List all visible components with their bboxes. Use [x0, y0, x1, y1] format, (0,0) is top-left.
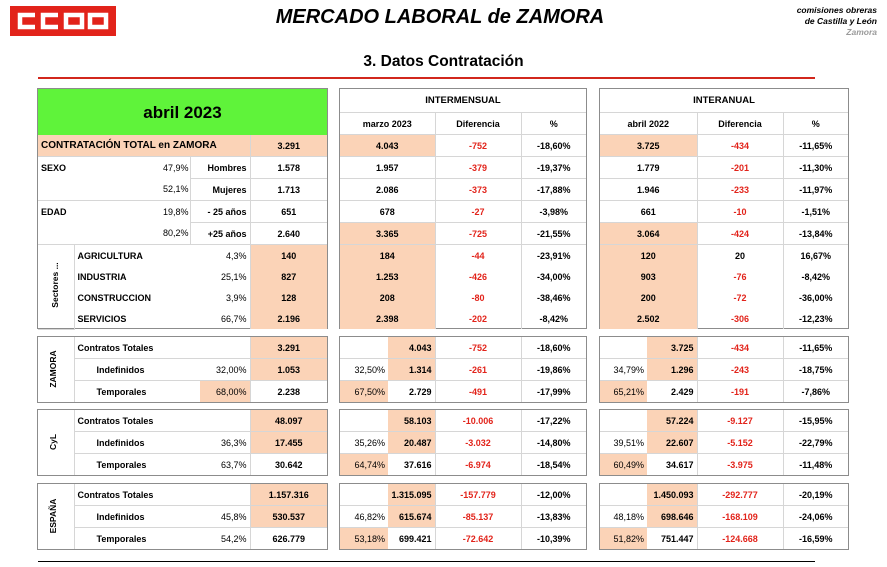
data-row [340, 484, 586, 506]
col-header: % [783, 113, 848, 135]
period-value: 2.502 [600, 308, 697, 329]
data-row [600, 266, 848, 287]
sector-row [38, 308, 327, 329]
difference-value: -233 [697, 179, 783, 201]
block-row-pct: 68,00% [200, 381, 250, 403]
edad-value: 2.640 [250, 223, 327, 245]
percent-value: -14,80% [521, 432, 586, 454]
sexo-category: Mujeres [190, 179, 250, 201]
sexo-value: 1.578 [250, 157, 327, 179]
percent-value: -13,84% [783, 223, 848, 245]
period-value: 120 [600, 245, 697, 267]
data-row [340, 201, 586, 223]
edad-row-2 [38, 223, 327, 245]
percent-value: -8,42% [783, 266, 848, 287]
percent-value: -11,97% [783, 179, 848, 201]
block-row-value: 530.537 [250, 506, 327, 528]
difference-value: -6.974 [435, 454, 521, 476]
data-row [600, 308, 848, 329]
percent-value: -11,48% [783, 454, 848, 476]
share-pct: 34,79% [600, 359, 647, 381]
period-value: 2.729 [408, 386, 432, 397]
intermensual-title: INTERMENSUAL [425, 95, 501, 106]
sectores-vertical-label: Sectores ... [50, 262, 60, 308]
period-value: 2.429 [670, 386, 694, 397]
period-value: 678 [340, 201, 435, 223]
col-header: Diferencia [435, 113, 521, 135]
data-row [340, 337, 586, 359]
block-row-value: 3.291 [250, 337, 327, 359]
percent-value: -36,00% [783, 287, 848, 308]
percent-value: -17,99% [521, 381, 586, 403]
data-row [600, 432, 848, 454]
percent-value: -21,55% [521, 223, 586, 245]
sector-value: 2.196 [250, 308, 327, 329]
espana-vertical-label: ESPAÑA [48, 498, 58, 534]
period-value: 2.086 [340, 179, 435, 201]
data-row [340, 157, 586, 179]
difference-value: -76 [697, 266, 783, 287]
sector-label: SERVICIOS [74, 308, 190, 329]
period-value: 22.607 [647, 432, 697, 454]
total-label: CONTRATACIÓN TOTAL en ZAMORA [38, 135, 250, 157]
period-value: 699.421 [398, 533, 432, 544]
difference-value: -9.127 [697, 410, 783, 432]
data-row [340, 410, 586, 432]
edad-row-1 [38, 201, 327, 223]
period-value: 58.103 [388, 410, 435, 432]
page-title: MERCADO LABORAL de ZAMORA [275, 6, 605, 28]
period-value: 1.314 [388, 359, 435, 381]
period-value: 57.224 [647, 410, 697, 432]
data-row [600, 337, 848, 359]
share-pct: 48,18% [600, 506, 647, 528]
sector-pct: 66,7% [221, 313, 247, 324]
sector-label: CONSTRUCCION [74, 287, 190, 308]
block-row-label: Temporales [74, 381, 200, 403]
data-row [600, 381, 848, 403]
share-pct: 51,82% [600, 528, 647, 550]
period-value: 3.365 [340, 223, 435, 245]
difference-value: -202 [435, 308, 521, 329]
percent-value: -20,19% [783, 484, 848, 506]
org-line-2: de Castilla y León [804, 16, 877, 26]
difference-value: -157.779 [435, 484, 521, 506]
percent-value: -38,46% [521, 287, 586, 308]
data-row [600, 179, 848, 201]
col-header: Diferencia [697, 113, 783, 135]
block-row-label: Indefinidos [74, 432, 200, 454]
share-pct [340, 337, 388, 359]
data-row [340, 506, 586, 528]
share-pct [340, 484, 388, 506]
data-row [600, 135, 848, 157]
interanual-zamora-table [600, 337, 848, 402]
share-pct: 46,82% [340, 506, 388, 528]
col-header: abril 2022 [600, 113, 697, 135]
difference-value: -191 [697, 381, 783, 403]
percent-value: -10,39% [521, 528, 586, 550]
org-line-3: Zamora [846, 27, 877, 37]
difference-value: -424 [697, 223, 783, 245]
difference-value: -10.006 [435, 410, 521, 432]
org-line-1: comisiones obreras [796, 5, 877, 15]
interanual-header [600, 112, 848, 135]
block-row-value: 1.053 [250, 359, 327, 381]
sexo-pct: 52,1% [160, 179, 190, 201]
percent-value: -17,22% [521, 410, 586, 432]
data-row [340, 432, 586, 454]
difference-value: -3.032 [435, 432, 521, 454]
col-header: marzo 2023 [340, 113, 435, 135]
difference-value: -3.975 [697, 454, 783, 476]
data-row [340, 245, 586, 267]
interanual-top-table [600, 135, 848, 329]
intermensual-zamora-table [340, 337, 586, 402]
difference-value: -80 [435, 287, 521, 308]
intermensual-header [340, 112, 586, 135]
block-row-value: 48.097 [250, 410, 327, 432]
percent-value: -11,65% [783, 135, 848, 157]
difference-value: -379 [435, 157, 521, 179]
data-row [340, 359, 586, 381]
period-value: 1.296 [647, 359, 697, 381]
data-row [600, 528, 848, 550]
difference-value: -72.642 [435, 528, 521, 550]
sector-row [38, 287, 327, 308]
percent-value: -1,51% [783, 201, 848, 223]
block-row-pct: 45,8% [200, 506, 250, 528]
percent-value: -15,95% [783, 410, 848, 432]
red-divider [38, 77, 815, 79]
month-header: abril 2023 [38, 89, 327, 136]
percent-value: -23,91% [521, 245, 586, 267]
block-row-label: Contratos Totales [74, 337, 200, 359]
difference-value: -752 [435, 135, 521, 157]
sector-label: INDUSTRIA [74, 266, 190, 287]
total-value: 3.291 [250, 135, 327, 157]
difference-value: -752 [435, 337, 521, 359]
data-row [600, 359, 848, 381]
sector-value: 128 [250, 287, 327, 308]
edad-label: EDAD [41, 206, 67, 217]
intermensual-espana-table [340, 484, 586, 549]
sector-pct: 4,3% [226, 250, 247, 261]
difference-value: -725 [435, 223, 521, 245]
difference-value: -124.668 [697, 528, 783, 550]
period-value: 903 [600, 266, 697, 287]
percent-value: -22,79% [783, 432, 848, 454]
interanual-cyl-table [600, 410, 848, 475]
block-row-value: 17.455 [250, 432, 327, 454]
cyl-vertical-label: CyL [48, 433, 58, 451]
edad-category: +25 años [190, 223, 250, 245]
block-row-label: Indefinidos [74, 506, 200, 528]
block-row-label: Temporales [74, 454, 200, 476]
org-name [797, 5, 877, 38]
sexo-row-1 [38, 157, 327, 179]
percent-value: 16,67% [783, 245, 848, 267]
period-value: 4.043 [388, 337, 435, 359]
difference-value: -434 [697, 135, 783, 157]
share-pct [340, 410, 388, 432]
left-cyl-table [38, 410, 327, 475]
sector-pct: 25,1% [221, 271, 247, 282]
block-row-value: 30.642 [250, 454, 327, 476]
period-value: 3.725 [647, 337, 697, 359]
percent-value: -12,23% [783, 308, 848, 329]
period-value: 37.616 [403, 459, 432, 470]
period-value: 208 [340, 287, 435, 308]
data-row [340, 223, 586, 245]
sector-value: 140 [250, 245, 327, 267]
percent-value: -19,86% [521, 359, 586, 381]
share-pct: 60,49% [600, 454, 647, 476]
block-row-pct: 54,2% [220, 533, 247, 544]
percent-value: -24,06% [783, 506, 848, 528]
percent-value: -13,83% [521, 506, 586, 528]
sector-value: 827 [250, 266, 327, 287]
period-value: 184 [340, 245, 435, 267]
percent-value: -34,00% [521, 266, 586, 287]
period-value: 1.315.095 [388, 484, 435, 506]
data-row [600, 506, 848, 528]
percent-value: -18,60% [521, 337, 586, 359]
difference-value: -5.152 [697, 432, 783, 454]
percent-value: -8,42% [521, 308, 586, 329]
data-row [600, 223, 848, 245]
period-value: 1.253 [340, 266, 435, 287]
difference-value: -201 [697, 157, 783, 179]
block-row-pct: 32,00% [200, 359, 250, 381]
percent-value: -11,30% [783, 157, 848, 179]
sexo-value: 1.713 [250, 179, 327, 201]
share-pct [600, 484, 647, 506]
data-row [600, 484, 848, 506]
difference-value: -168.109 [697, 506, 783, 528]
section-subtitle: 3. Datos Contratación [363, 53, 524, 70]
sexo-pct: 47,9% [163, 162, 189, 173]
sexo-label: SEXO [41, 162, 67, 173]
edad-value: 651 [250, 201, 327, 223]
data-row [340, 528, 586, 550]
data-row [600, 245, 848, 267]
intermensual-cyl-table [340, 410, 586, 475]
percent-value: -18,60% [521, 135, 586, 157]
percent-value: -3,98% [521, 201, 586, 223]
data-row [340, 381, 586, 403]
share-pct: 65,21% [600, 381, 647, 403]
share-pct: 53,18% [340, 528, 388, 550]
difference-value: -306 [697, 308, 783, 329]
period-value: 20.487 [388, 432, 435, 454]
sexo-category: Hombres [190, 157, 250, 179]
period-value: 1.957 [340, 157, 435, 179]
difference-value: -85.137 [435, 506, 521, 528]
period-value: 4.043 [340, 135, 435, 157]
percent-value: -12,00% [521, 484, 586, 506]
difference-value: -27 [435, 201, 521, 223]
sector-label: AGRICULTURA [74, 245, 190, 267]
bottom-divider [38, 561, 815, 562]
share-pct: 39,51% [600, 432, 647, 454]
data-row [340, 135, 586, 157]
sexo-row-2 [38, 179, 327, 201]
data-row [340, 308, 586, 329]
data-row [600, 287, 848, 308]
data-row [600, 454, 848, 476]
edad-category: - 25 años [190, 201, 250, 223]
period-value: 3.064 [600, 223, 697, 245]
percent-value: -18,54% [521, 454, 586, 476]
data-row [340, 287, 586, 308]
block-row-pct: 36,3% [200, 432, 250, 454]
period-value: 3.725 [600, 135, 697, 157]
sector-row [38, 245, 327, 267]
col-header: % [521, 113, 586, 135]
interanual-espana-table [600, 484, 848, 549]
left-espana-table [38, 484, 327, 549]
period-value: 2.398 [340, 308, 435, 329]
period-value: 615.674 [388, 506, 435, 528]
percent-value: -18,75% [783, 359, 848, 381]
zamora-vertical-label: ZAMORA [48, 350, 58, 388]
period-value: 200 [600, 287, 697, 308]
block-row-value: 1.157.316 [250, 484, 327, 506]
block-row-label: Temporales [74, 528, 200, 550]
sector-row [38, 266, 327, 287]
left-zamora-table [38, 337, 327, 402]
share-pct [600, 337, 647, 359]
percent-value: -19,37% [521, 157, 586, 179]
total-row [38, 135, 327, 157]
interanual-title: INTERANUAL [693, 95, 755, 106]
share-pct [600, 410, 647, 432]
percent-value: -17,88% [521, 179, 586, 201]
block-row-label: Contratos Totales [74, 410, 200, 432]
period-value: 1.450.093 [647, 484, 697, 506]
sector-pct: 3,9% [226, 292, 247, 303]
block-row-label: Indefinidos [74, 359, 200, 381]
data-row [340, 266, 586, 287]
difference-value: -434 [697, 337, 783, 359]
percent-value: -16,59% [783, 528, 848, 550]
period-value: 698.646 [647, 506, 697, 528]
share-pct: 67,50% [340, 381, 388, 403]
difference-value: -72 [697, 287, 783, 308]
difference-value: -10 [697, 201, 783, 223]
edad-pct: 19,8% [163, 206, 189, 217]
difference-value: -44 [435, 245, 521, 267]
share-pct: 32,50% [340, 359, 388, 381]
block-row-pct: 63,7% [220, 459, 247, 470]
data-row [600, 157, 848, 179]
block-row-value: 626.779 [250, 528, 327, 550]
share-pct: 64,74% [340, 454, 388, 476]
data-row [340, 179, 586, 201]
difference-value: -373 [435, 179, 521, 201]
percent-value: -7,86% [783, 381, 848, 403]
difference-value: 20 [697, 245, 783, 267]
ccoo-logo [10, 6, 116, 36]
data-row [600, 201, 848, 223]
difference-value: -491 [435, 381, 521, 403]
edad-pct: 80,2% [160, 223, 190, 245]
period-value: 34.617 [665, 459, 694, 470]
period-value: 661 [600, 201, 697, 223]
data-row [340, 454, 586, 476]
share-pct: 35,26% [340, 432, 388, 454]
block-row-label: Contratos Totales [74, 484, 200, 506]
block-row-value: 2.238 [250, 381, 327, 403]
difference-value: -426 [435, 266, 521, 287]
difference-value: -292.777 [697, 484, 783, 506]
period-value: 1.946 [600, 179, 697, 201]
period-value: 751.447 [660, 533, 694, 544]
difference-value: -261 [435, 359, 521, 381]
period-value: 1.779 [600, 157, 697, 179]
difference-value: -243 [697, 359, 783, 381]
left-top-table [38, 135, 327, 330]
intermensual-top-table [340, 135, 586, 329]
percent-value: -11,65% [783, 337, 848, 359]
data-row [600, 410, 848, 432]
